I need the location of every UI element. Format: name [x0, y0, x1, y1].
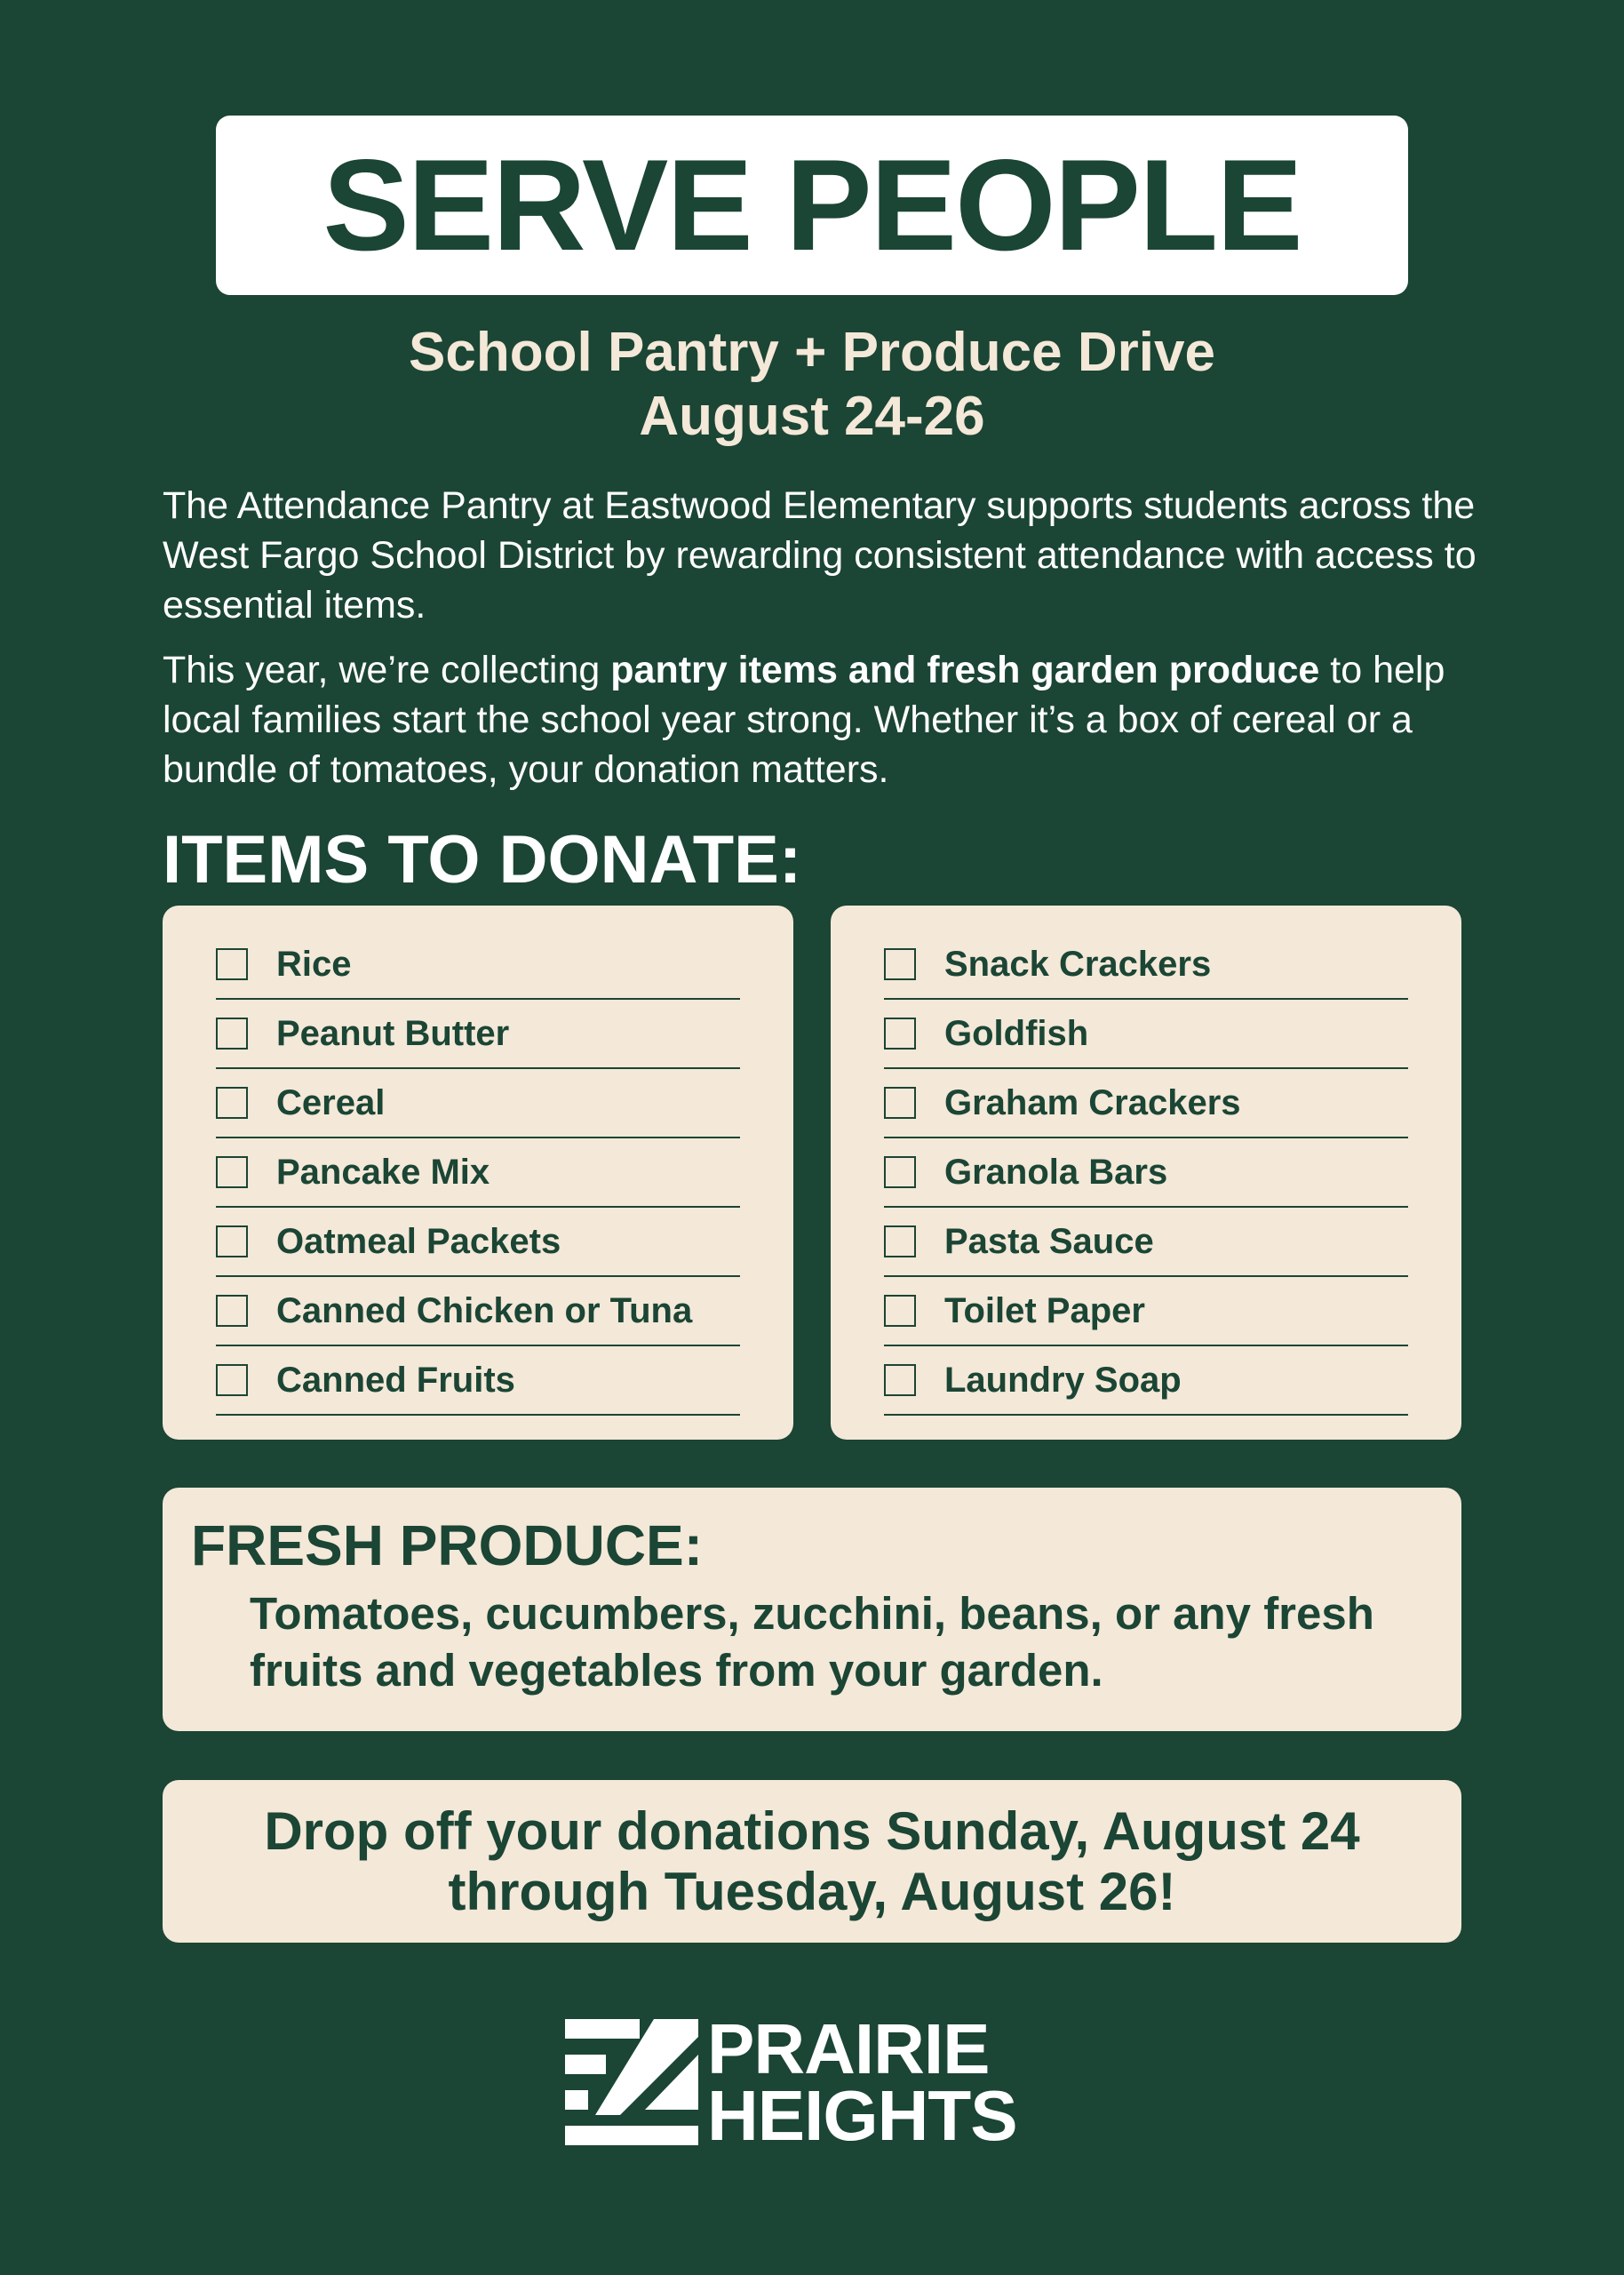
checklist-item-label: Pancake Mix — [276, 1152, 490, 1192]
produce-heading: FRESH PRODUCE: — [191, 1513, 704, 1577]
checkbox-icon — [884, 1364, 916, 1396]
checklist-item-label: Snack Crackers — [944, 944, 1212, 984]
checklist-item — [216, 1208, 740, 1277]
prairie-heights-logo — [565, 2009, 1063, 2155]
checkbox-icon — [884, 1225, 916, 1257]
checklist-item — [216, 1069, 740, 1138]
checklist-item — [884, 930, 1408, 1000]
checklist-item — [884, 1208, 1408, 1277]
logo-line-2: HEIGHTS — [707, 2076, 1017, 2155]
intro-paragraph-2 — [163, 645, 1495, 794]
checkbox-icon — [884, 1295, 916, 1327]
dropoff-card — [163, 1780, 1461, 1943]
checklist-item-label: Canned Fruits — [276, 1360, 515, 1400]
checklist-item-label: Cereal — [276, 1082, 386, 1122]
produce-card — [163, 1488, 1461, 1731]
items-heading: ITEMS TO DONATE: — [163, 822, 802, 898]
checkbox-icon — [216, 1087, 248, 1119]
checklist-item — [216, 1277, 740, 1346]
intro-paragraph-1: The Attendance Pantry at Eastwood Elementary supports students across the West Fargo School District by rewarding consistent attendance with access to essential items. — [163, 484, 1477, 627]
checklist-item — [884, 1277, 1408, 1346]
checklist-item — [216, 930, 740, 1000]
checklist-item — [884, 1346, 1408, 1416]
checklist-item — [884, 1138, 1408, 1208]
checklist-item — [884, 1069, 1408, 1138]
dropoff-line-1: Drop off your donations Sunday, August 24 — [264, 1800, 1360, 1861]
intro-paragraph-2-bold: pantry items and fresh garden produce — [610, 649, 1320, 691]
page-title: SERVE PEOPLE — [322, 132, 1302, 277]
checkbox-icon — [216, 948, 248, 980]
items-checklist-right — [884, 930, 1408, 1416]
checklist-item-label: Peanut Butter — [276, 1013, 510, 1053]
checkbox-icon — [884, 1018, 916, 1050]
checkbox-icon — [884, 948, 916, 980]
event-subtitle: School Pantry + Produce Drive — [409, 322, 1215, 383]
intro-paragraph-2-start: This year, we’re collecting — [163, 649, 611, 691]
checklist-item — [216, 1346, 740, 1416]
items-card-right — [831, 906, 1461, 1440]
checklist-item — [884, 1000, 1408, 1069]
checklist-item-label: Granola Bars — [944, 1152, 1168, 1192]
logo-wordmark — [707, 2009, 1017, 2155]
prairie-heights-logo-mark-icon — [565, 2019, 698, 2145]
intro-paragraph-2-end: to help local families start the school year strong. Whether it’s a box of cereal or a bundle of tomatoes, your donation matters. — [163, 649, 1445, 791]
checkbox-icon — [216, 1364, 248, 1396]
checkbox-icon — [216, 1295, 248, 1327]
checklist-item — [216, 1138, 740, 1208]
items-checklist-left — [216, 930, 740, 1416]
checklist-item-label: Oatmeal Packets — [276, 1221, 561, 1261]
checkbox-icon — [216, 1225, 248, 1257]
checkbox-icon — [216, 1018, 248, 1050]
logo-line-1: PRAIRIE — [707, 2009, 990, 2088]
checklist-item-label: Rice — [276, 944, 352, 984]
event-dates: August 24-26 — [639, 386, 985, 447]
checklist-item-label: Laundry Soap — [944, 1360, 1182, 1400]
dropoff-text — [190, 1801, 1434, 1922]
checklist-item-label: Pasta Sauce — [944, 1221, 1154, 1261]
produce-text: Tomatoes, cucumbers, zucchini, beans, or any fresh fruits and vegetables from your garden. — [250, 1588, 1374, 1696]
checkbox-icon — [884, 1087, 916, 1119]
title-banner — [216, 116, 1408, 295]
dropoff-line-2: through Tuesday, August 26! — [448, 1861, 1176, 1921]
checklist-item-label: Canned Chicken or Tuna — [276, 1290, 693, 1330]
checklist-item-label: Goldfish — [944, 1013, 1089, 1053]
items-card-left — [163, 906, 793, 1440]
checklist-item — [216, 1000, 740, 1069]
checkbox-icon — [216, 1156, 248, 1188]
checklist-item-label: Graham Crackers — [944, 1082, 1241, 1122]
checkbox-icon — [884, 1156, 916, 1188]
checklist-item-label: Toilet Paper — [944, 1290, 1145, 1330]
